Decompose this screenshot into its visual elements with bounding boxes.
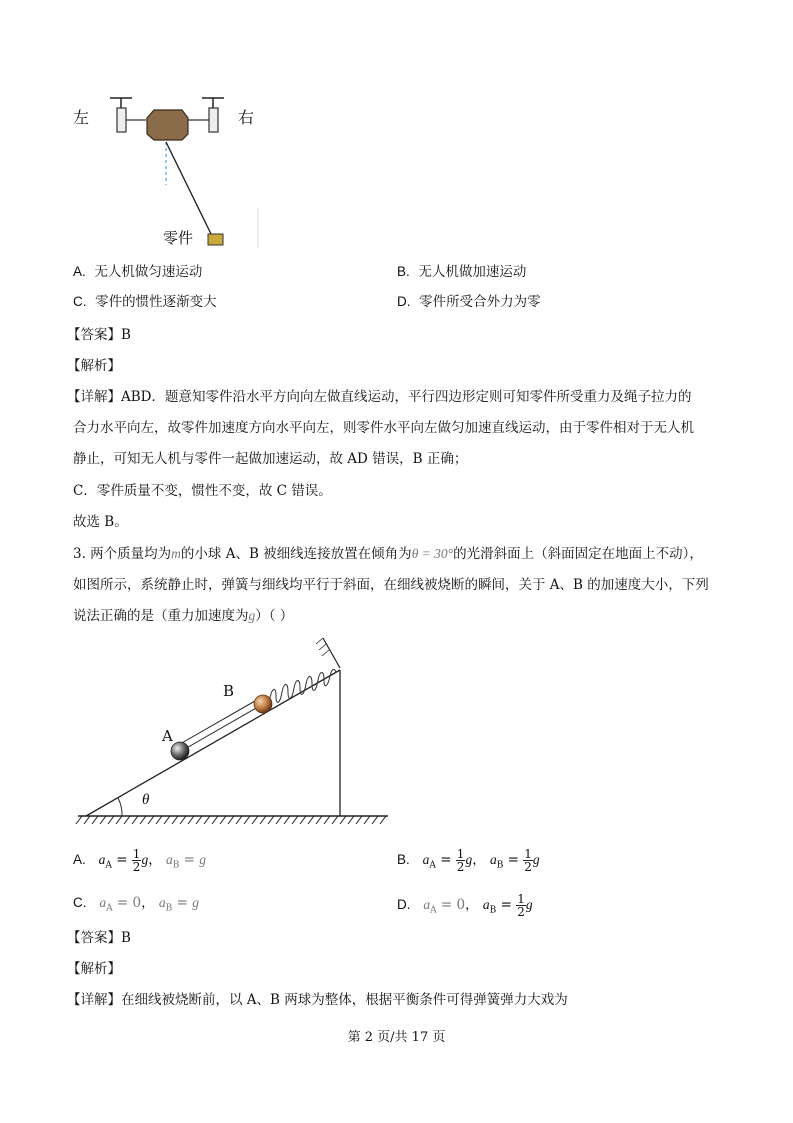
math-eq: =: [440, 852, 452, 868]
math-sub: A: [106, 903, 113, 914]
q3-answer: [67, 928, 131, 948]
separator: ，: [472, 852, 486, 868]
option-text: 无人机做匀速运动: [94, 264, 203, 280]
q2-detail-line-2: 合力水平向左，故零件加速度方向水平向左，则零件水平向左做匀加速直线运动，由于零件相对于无人机: [73, 420, 694, 436]
stem-text: 说法正确的是（重力加速度为: [73, 608, 249, 624]
math-var: g: [192, 895, 199, 910]
separator: ，: [141, 895, 155, 911]
math-var: g: [141, 852, 149, 867]
math-sub: A: [430, 905, 437, 916]
q3-analysis-label: 【解析】: [67, 961, 121, 977]
label-b: B: [223, 682, 235, 700]
math-var: g: [532, 852, 540, 867]
math-var: a: [99, 895, 107, 910]
incline-figure: [70, 630, 400, 830]
label-theta: θ: [142, 792, 150, 808]
math-value: 0: [132, 895, 142, 911]
q3-option-c: [73, 893, 199, 919]
frac-num: 1: [132, 847, 141, 861]
stem-text: 的小球 A、B 被细线连接放置在倾角为: [180, 546, 412, 562]
frac-num: 1: [517, 892, 525, 906]
math-sub: B: [172, 860, 180, 871]
q2-option-c: [73, 292, 217, 312]
answer-label: 【答案】: [67, 930, 121, 946]
q2-option-b: [397, 262, 526, 282]
math-var: a: [98, 852, 106, 867]
math-var: a: [165, 852, 173, 867]
frac-den: 2: [456, 860, 465, 874]
label-a: A: [162, 727, 173, 745]
separator: ，: [148, 852, 162, 868]
right-label: 右: [238, 108, 255, 127]
option-letter: C.: [73, 294, 87, 309]
option-letter: A.: [73, 852, 86, 867]
q3-stem-line-2: 如图所示，系统静止时，弹簧与细线均平行于斜面，在细线被烧断的瞬间，关于 A、B 的加速度大小，下列: [73, 577, 709, 593]
math-var: g: [525, 897, 533, 912]
q2-option-d: [397, 292, 541, 312]
q2-answer: [67, 325, 131, 345]
math-var: a: [158, 895, 166, 910]
q3-option-a: [73, 848, 206, 876]
math-eq: =: [183, 852, 195, 868]
fraction: [523, 848, 533, 873]
frac-num: 1: [524, 847, 532, 861]
mass-symbol: m: [171, 546, 181, 561]
page-number: 第 2 页/共 17 页: [347, 1030, 446, 1045]
option-letter: D.: [397, 294, 411, 309]
math-var: a: [423, 897, 431, 912]
q2-conclusion: 故选 B。: [73, 514, 128, 530]
math-var: a: [422, 852, 430, 867]
stem-text: 3. 两个质量均为: [73, 546, 172, 562]
stem-text: ）（ ）: [255, 608, 294, 624]
ground-hatching: [76, 816, 386, 824]
option-text: 零件所受合外力为零: [419, 294, 541, 310]
math-sub: B: [165, 903, 173, 914]
math-eq: =: [440, 897, 453, 913]
fraction: [516, 893, 526, 918]
math-var: a: [482, 897, 490, 912]
math-var: a: [489, 852, 497, 867]
math-eq: =: [116, 895, 129, 911]
gravity-symbol: g: [248, 608, 256, 623]
frac-den: 2: [517, 905, 525, 919]
q2-option-a: [73, 262, 202, 282]
q3-option-d: [397, 893, 533, 921]
frac-den: 2: [132, 860, 141, 874]
angle-expression: θ = 30°: [411, 546, 454, 561]
q2-detail-line-1: [67, 387, 692, 407]
math-sub: B: [496, 860, 504, 871]
option-letter: B.: [397, 264, 410, 279]
part-label: 零件: [163, 229, 194, 247]
fraction: [456, 848, 466, 873]
math-var: g: [199, 852, 207, 867]
frac-num: 1: [456, 847, 465, 861]
math-eq: =: [116, 852, 128, 868]
math-sub: B: [489, 905, 497, 916]
option-letter: A.: [73, 264, 86, 279]
math-sub: A: [429, 860, 436, 871]
separator: ，: [465, 897, 479, 913]
q2-detail-line-3: 静止，可知无人机与零件一起做加速运动，故 AD 错误，B 正确；: [73, 451, 468, 467]
math-eq: =: [507, 852, 519, 868]
option-letter: C.: [73, 895, 87, 910]
q3-stem-line-3: [73, 606, 293, 626]
stem-text: 的光滑斜面上（斜面固定在地面上不动），: [453, 546, 703, 562]
math-eq: =: [500, 897, 512, 913]
answer-value: B: [121, 327, 131, 343]
detail-label: 【详解】: [67, 389, 121, 405]
math-value: 0: [456, 897, 466, 913]
q2-detail-line-4: C．零件质量不变，惯性不变，故 C 错误。: [73, 483, 332, 499]
drone-drawing: [60, 90, 270, 250]
math-sub: A: [105, 860, 112, 871]
option-text: 无人机做加速运动: [418, 264, 527, 280]
drone-figure: [60, 90, 270, 250]
left-label: 左: [73, 108, 90, 127]
q3-option-b: [397, 848, 540, 876]
math-var: g: [465, 852, 473, 867]
q3-stem-line-1: [73, 544, 703, 564]
math-eq: =: [176, 895, 188, 911]
detail-text: ABD．题意知零件沿水平方向向左做直线运动，平行四边形定则可知零件所受重力及绳子拉力的: [121, 389, 692, 405]
frac-den: 2: [524, 860, 532, 874]
option-letter: B.: [397, 852, 410, 867]
option-letter: D.: [397, 897, 411, 912]
answer-value: B: [121, 930, 131, 946]
fraction: [132, 848, 142, 873]
answer-label: 【答案】: [67, 327, 121, 343]
incline-drawing: [70, 630, 400, 830]
q2-analysis-label: 【解析】: [67, 358, 121, 374]
option-text: 零件的惯性逐渐变大: [95, 294, 217, 310]
q3-detail: [67, 990, 568, 1010]
detail-label: 【详解】: [67, 992, 121, 1008]
detail-text: 在细线被烧断前，以 A、B 两球为整体，根据平衡条件可得弹簧弹力大戏为: [121, 992, 568, 1008]
